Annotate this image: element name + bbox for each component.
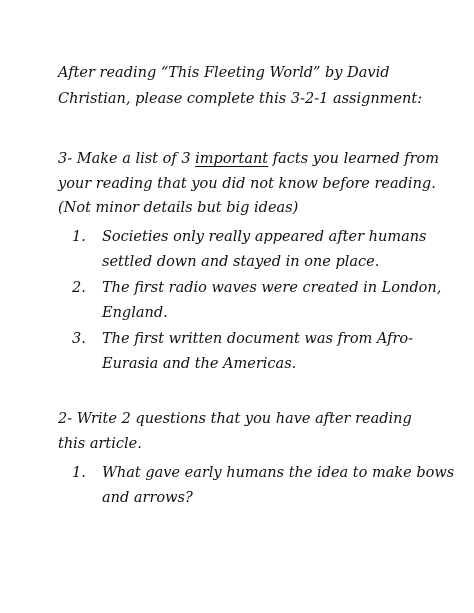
list-item-number: 1. — [72, 229, 86, 245]
list-item-text-line-1: The first written document was from Afro- — [102, 331, 414, 347]
section3-heading — [58, 149, 439, 169]
list-item-text-line-2: England. — [102, 305, 168, 321]
list-item-text-line-2: and arrows? — [102, 490, 193, 506]
list-item-text-line-2: settled down and stayed in one place. — [102, 254, 380, 270]
list-item-text-line-1: Societies only really appeared after humans — [102, 229, 427, 245]
list-item-number: 1. — [72, 465, 86, 481]
list-item-text-line-1: What gave early humans the idea to make bows — [102, 465, 455, 481]
section3-line-2: your reading that you did not know before reading. — [58, 176, 436, 192]
list-item-number: 2. — [72, 280, 86, 296]
section2-heading-line-2: this article. — [58, 436, 142, 452]
intro-line-2: Christian, please complete this 3-2-1 assignment: — [58, 91, 423, 107]
section3-heading-emphasis: important — [195, 151, 269, 167]
section2-heading-line-1: 2- Write 2 questions that you have after reading — [58, 411, 412, 427]
list-item-number: 3. — [72, 331, 86, 347]
list-item-text-line-1: The first radio waves were created in London, — [102, 280, 442, 296]
intro-line-1: After reading “This Fleeting World” by David — [58, 65, 390, 81]
section3-line-3: (Not minor details but big ideas) — [58, 200, 299, 216]
list-item-text-line-2: Eurasia and the Americas. — [102, 356, 297, 372]
section3-heading-start: 3- Make a list of 3 — [58, 151, 196, 167]
section3-heading-end: facts you learned from — [268, 151, 439, 167]
